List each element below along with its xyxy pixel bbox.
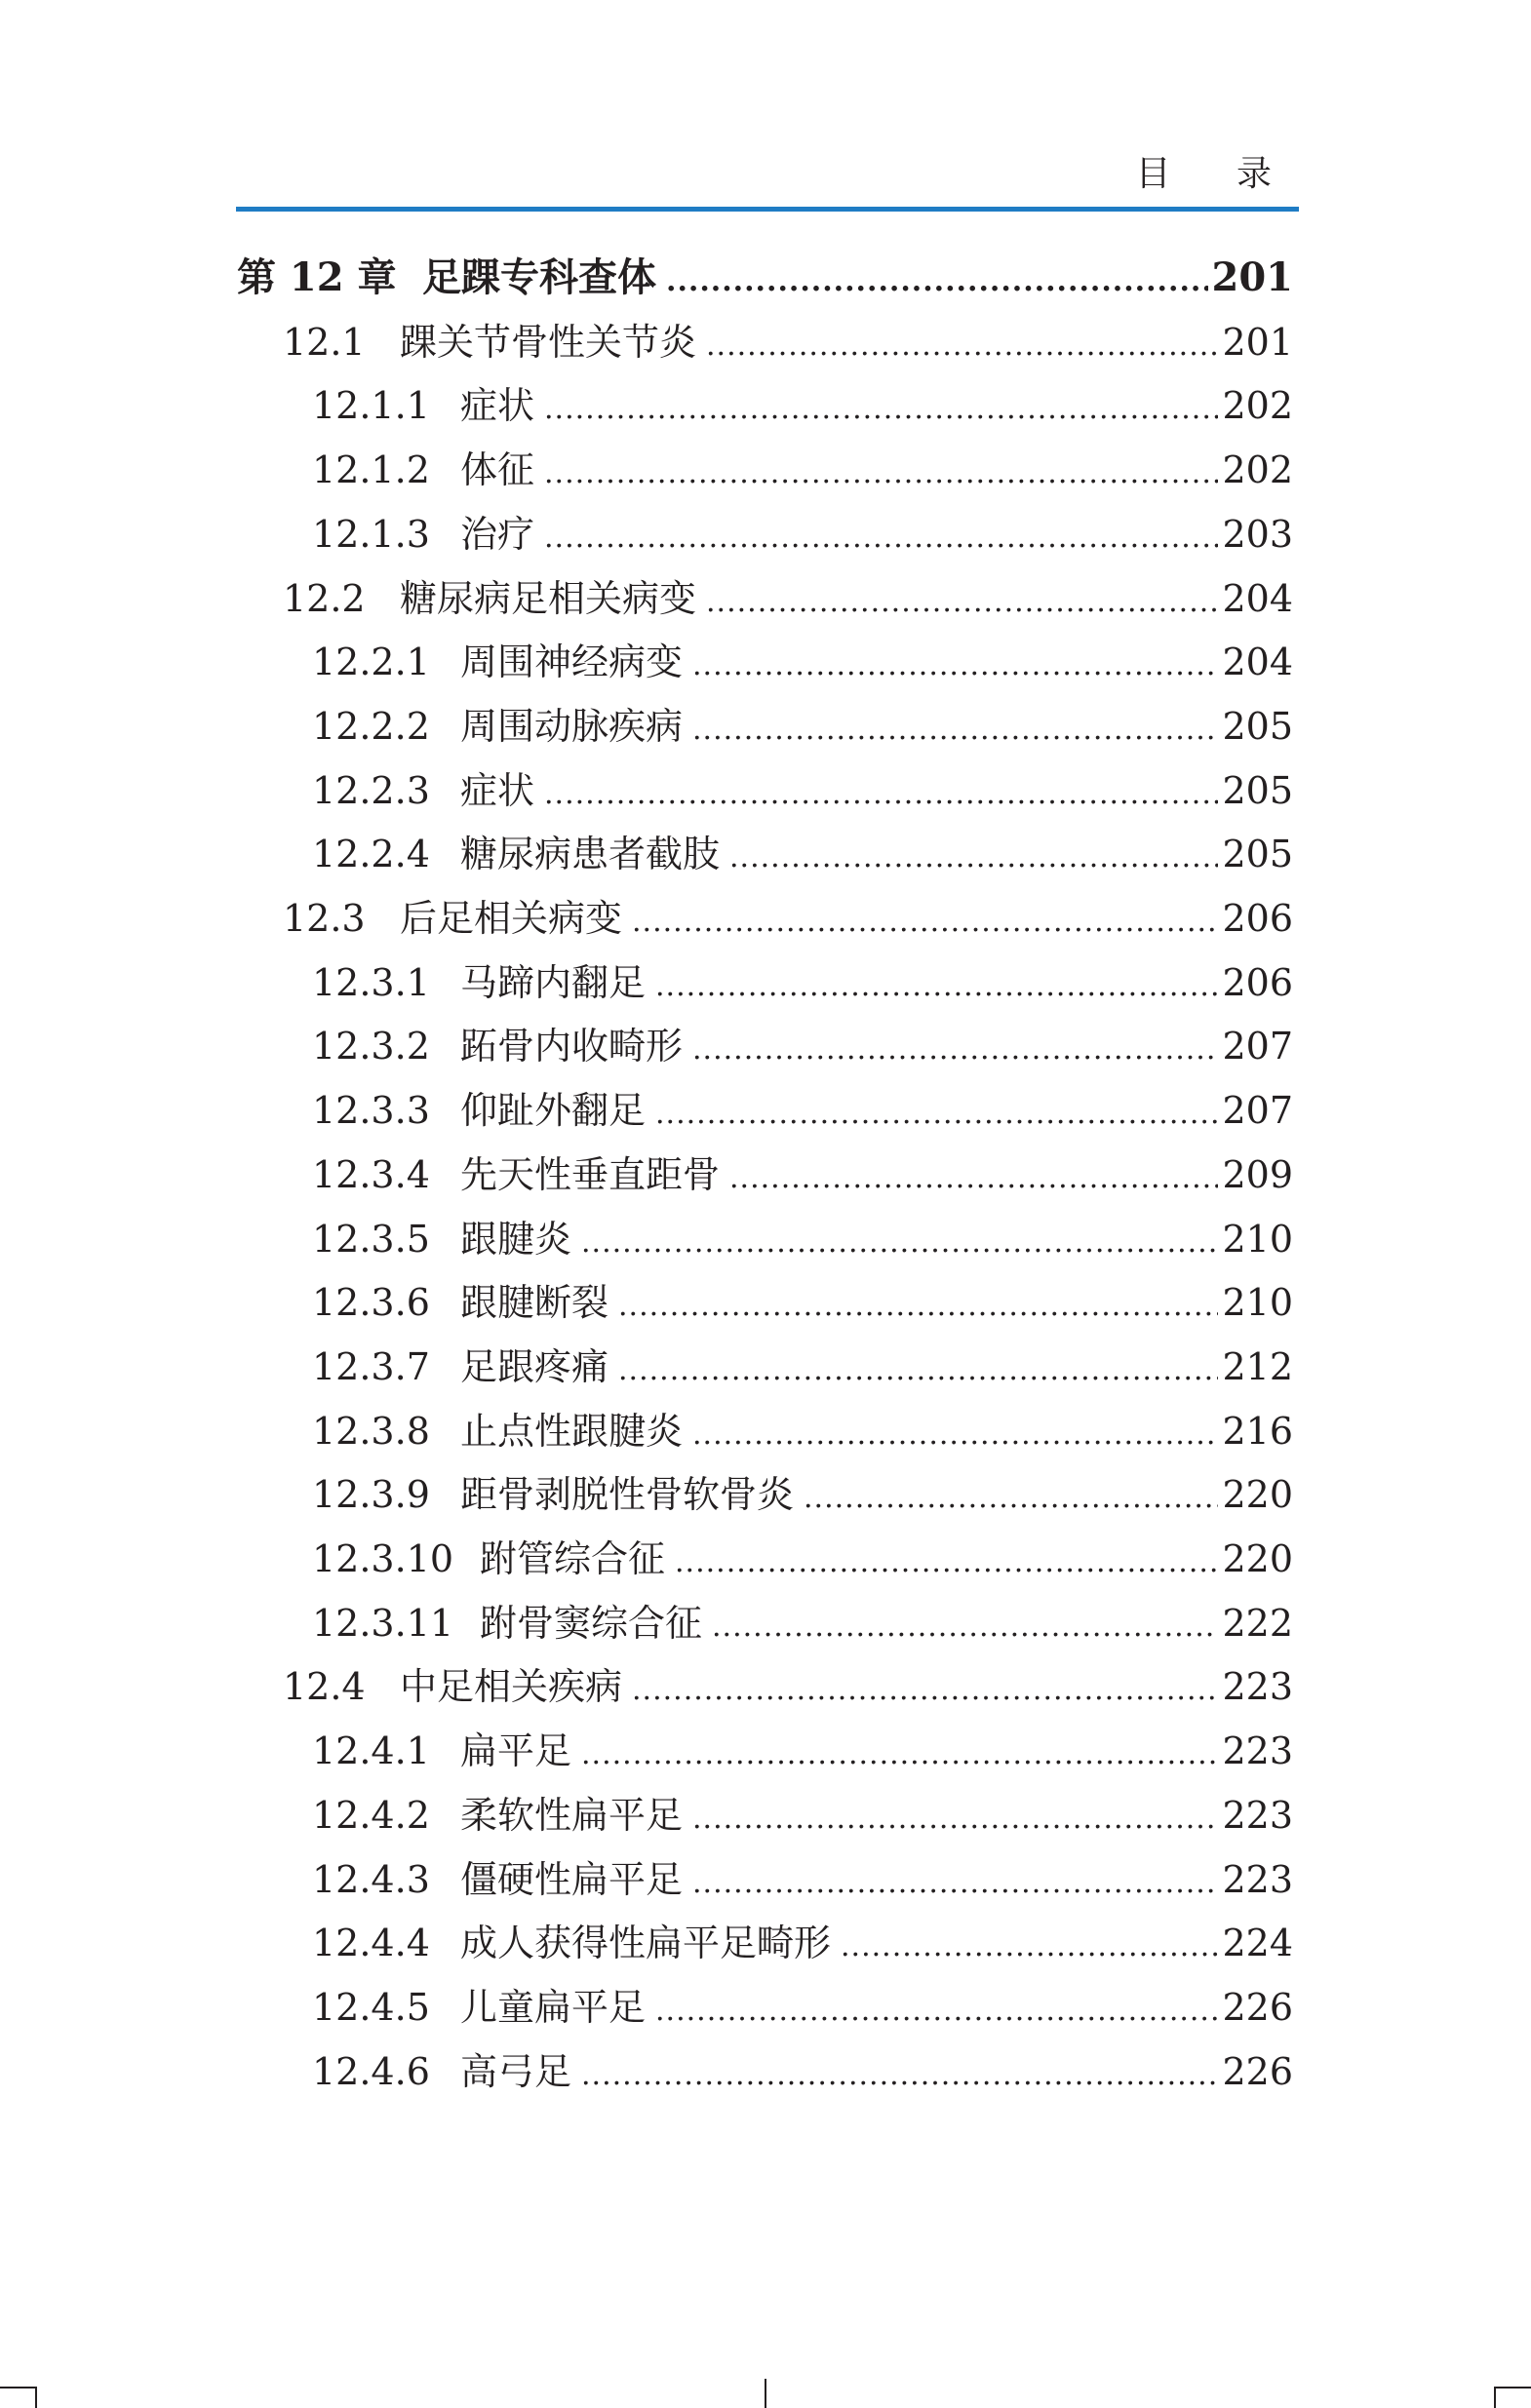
toc-entry-number: 12.1.3 xyxy=(312,512,430,556)
toc-entry-page: 202 xyxy=(1222,448,1293,492)
toc-entry-page: 216 xyxy=(1222,1409,1293,1453)
toc-entry-page: 207 xyxy=(1222,1089,1293,1133)
toc-subsection-row[interactable] xyxy=(312,1081,1293,1140)
toc-entry-title: 糖尿病足相关病变 xyxy=(400,576,697,620)
toc-leader-dots xyxy=(544,380,1218,439)
toc-subsection-row[interactable] xyxy=(312,1465,1293,1524)
toc-leader-dots xyxy=(692,1790,1218,1848)
toc-leader-dots xyxy=(729,1149,1218,1208)
toc-subsection-row[interactable] xyxy=(312,1722,1293,1780)
toc-subsection-row[interactable] xyxy=(312,1017,1293,1075)
toc-entry-title: 距骨剥脱性骨软骨炎 xyxy=(460,1473,795,1517)
toc-entry-title: 扁平足 xyxy=(460,1729,572,1773)
toc-entry-title: 马蹄内翻足 xyxy=(460,960,647,1004)
toc-section-row[interactable] xyxy=(283,569,1293,628)
toc-entry-title: 跗骨窦综合征 xyxy=(480,1601,703,1645)
toc-entry-number: 第 12 章 xyxy=(237,254,397,300)
toc-entry-page: 205 xyxy=(1222,704,1293,748)
toc-entry-title: 周围神经病变 xyxy=(460,641,684,684)
toc-subsection-row[interactable] xyxy=(312,1338,1293,1396)
toc-entry-page: 223 xyxy=(1222,1857,1293,1901)
toc-subsection-row[interactable] xyxy=(312,1594,1293,1652)
toc-entry-page: 204 xyxy=(1222,641,1293,684)
toc-subsection-row[interactable] xyxy=(312,1978,1293,2037)
toc-entry-page: 205 xyxy=(1222,833,1293,876)
toc-subsection-row[interactable] xyxy=(312,505,1293,563)
toc-entry-page: 205 xyxy=(1222,768,1293,812)
toc-leader-dots xyxy=(706,317,1218,375)
crop-mark-bottom-left-v xyxy=(35,2387,37,2408)
toc-entry-number: 12.4.3 xyxy=(312,1857,430,1901)
toc-entry-title: 后足相关病变 xyxy=(400,897,623,940)
toc-entry-page: 223 xyxy=(1222,1665,1293,1709)
toc-subsection-row[interactable] xyxy=(312,1273,1293,1332)
toc-entry-number: 12.4.2 xyxy=(312,1793,430,1837)
toc-entry-page: 210 xyxy=(1222,1281,1293,1325)
toc-entry-number: 12.2.1 xyxy=(312,641,430,684)
toc-entry-page: 202 xyxy=(1222,384,1293,428)
toc-entry-title: 跗管综合征 xyxy=(480,1537,666,1580)
toc-leader-dots xyxy=(675,1534,1218,1592)
toc-leader-dots xyxy=(581,2046,1218,2105)
toc-entry-number: 12.1.1 xyxy=(312,384,430,428)
toc-leader-dots xyxy=(655,957,1218,1016)
toc-leader-dots xyxy=(706,573,1218,632)
toc-entry-page: 204 xyxy=(1222,576,1293,620)
toc-entry-title: 柔软性扁平足 xyxy=(460,1793,684,1837)
toc-subsection-row[interactable] xyxy=(312,1914,1293,1972)
toc-entry-page: 226 xyxy=(1222,2049,1293,2093)
header-rule xyxy=(236,207,1299,212)
toc-leader-dots xyxy=(618,1341,1218,1400)
toc-subsection-row[interactable] xyxy=(312,376,1293,435)
toc-leader-dots xyxy=(692,1021,1218,1079)
toc-leader-dots xyxy=(841,1918,1218,1976)
toc-subsection-row[interactable] xyxy=(312,953,1293,1012)
toc-section-row[interactable] xyxy=(283,1657,1293,1716)
toc-entry-title: 症状 xyxy=(460,384,535,428)
toc-leader-dots xyxy=(655,1085,1218,1144)
toc-leader-dots xyxy=(618,1277,1218,1336)
toc-entry-number: 12.3.10 xyxy=(312,1537,454,1580)
toc-entry-page: 203 xyxy=(1222,512,1293,556)
toc-leader-dots xyxy=(544,509,1218,567)
header-title: 目 录 xyxy=(1135,154,1299,194)
toc-entry-number: 12.3 xyxy=(283,897,366,940)
toc-leader-dots xyxy=(692,637,1218,695)
toc-entry-title: 止点性跟腱炎 xyxy=(460,1409,684,1453)
toc-leader-dots xyxy=(692,701,1218,759)
toc-subsection-row[interactable] xyxy=(312,697,1293,756)
toc-subsection-row[interactable] xyxy=(312,1210,1293,1268)
toc-subsection-row[interactable] xyxy=(312,1146,1293,1204)
toc-entry-page: 206 xyxy=(1222,960,1293,1004)
toc-subsection-row[interactable] xyxy=(312,633,1293,691)
toc-entry-page: 226 xyxy=(1222,1985,1293,2029)
toc-subsection-row[interactable] xyxy=(312,2042,1293,2101)
toc-entry-page: 209 xyxy=(1222,1152,1293,1196)
toc-entry-title: 踝关节骨性关节炎 xyxy=(400,320,697,364)
toc-entry-page: 220 xyxy=(1222,1473,1293,1517)
toc-entry-title: 跖骨内收畸形 xyxy=(460,1025,684,1068)
toc-entry-title: 足踝专科查体 xyxy=(422,254,656,300)
toc-entry-number: 12.4 xyxy=(283,1665,366,1709)
crop-mark-bottom-right-v xyxy=(1494,2387,1496,2408)
toc-entry-number: 12.4.5 xyxy=(312,1985,430,2029)
toc-entry-page: 210 xyxy=(1222,1217,1293,1261)
toc-entry-number: 12.3.3 xyxy=(312,1089,430,1133)
toc-leader-dots xyxy=(692,1406,1218,1464)
toc-subsection-row[interactable] xyxy=(312,1402,1293,1460)
toc-entry-page: 206 xyxy=(1222,897,1293,940)
toc-leader-dots xyxy=(692,1854,1218,1913)
crop-mark-bottom-center xyxy=(765,2379,766,2408)
toc-entry-number: 12.3.9 xyxy=(312,1473,430,1517)
toc-entry-title: 高弓足 xyxy=(460,2049,572,2093)
toc-leader-dots xyxy=(712,1598,1218,1656)
toc-entry-title: 糖尿病患者截肢 xyxy=(460,833,721,876)
toc-entry-title: 跟腱炎 xyxy=(460,1217,572,1261)
toc-entry-number: 12.3.6 xyxy=(312,1281,430,1325)
toc-entry-title: 症状 xyxy=(460,768,535,812)
toc-leader-dots xyxy=(655,1982,1218,2040)
toc-entry-number: 12.4.6 xyxy=(312,2049,430,2093)
toc-subsection-row[interactable] xyxy=(312,1850,1293,1909)
toc-entry-number: 12.2 xyxy=(283,576,366,620)
crop-mark-bottom-right-h xyxy=(1496,2387,1531,2389)
toc-entry-page: 223 xyxy=(1222,1793,1293,1837)
toc-entry-title: 仰趾外翻足 xyxy=(460,1089,647,1133)
toc-entry-number: 12.3.11 xyxy=(312,1601,454,1645)
toc-entry-number: 12.4.1 xyxy=(312,1729,430,1773)
toc-chapter-row[interactable] xyxy=(237,249,1293,307)
toc-entry-page: 223 xyxy=(1222,1729,1293,1773)
toc-entry-title: 足跟疼痛 xyxy=(460,1344,609,1388)
toc-entry-title: 跟腱断裂 xyxy=(460,1281,609,1325)
toc-section-row[interactable] xyxy=(283,313,1293,371)
toc-entry-page: 201 xyxy=(1222,320,1293,364)
toc-entry-page: 224 xyxy=(1222,1922,1293,1965)
toc-entry-page: 220 xyxy=(1222,1537,1293,1580)
toc-leader-dots xyxy=(804,1469,1218,1528)
toc-entry-title: 儿童扁平足 xyxy=(460,1985,647,2029)
toc-entry-number: 12.4.4 xyxy=(312,1922,430,1965)
toc-entry-number: 12.1.2 xyxy=(312,448,430,492)
toc-entry-number: 12.3.1 xyxy=(312,960,430,1004)
toc-entry-number: 12.2.4 xyxy=(312,833,430,876)
toc-section-row[interactable] xyxy=(283,889,1293,948)
toc-entry-title: 成人获得性扁平足畸形 xyxy=(460,1922,832,1965)
toc-leader-dots xyxy=(632,893,1218,952)
toc-entry-number: 12.2.3 xyxy=(312,768,430,812)
toc-entry-title: 体征 xyxy=(460,448,535,492)
toc-entry-number: 12.2.2 xyxy=(312,704,430,748)
toc-leader-dots xyxy=(729,829,1218,887)
toc-entry-number: 12.3.2 xyxy=(312,1025,430,1068)
toc-entry-title: 周围动脉疾病 xyxy=(460,704,684,748)
toc-entry-page: 207 xyxy=(1222,1025,1293,1068)
toc-subsection-row[interactable] xyxy=(312,825,1293,883)
toc-entry-page: 201 xyxy=(1211,254,1293,300)
toc-leader-dots xyxy=(581,1726,1218,1784)
toc-subsection-row[interactable] xyxy=(312,761,1293,820)
toc-entry-number: 12.3.8 xyxy=(312,1409,430,1453)
toc-entry-number: 12.3.7 xyxy=(312,1344,430,1388)
toc-leader-dots xyxy=(544,445,1218,503)
toc-entry-number: 12.1 xyxy=(283,320,366,364)
toc-subsection-row[interactable] xyxy=(312,1786,1293,1845)
toc-entry-title: 僵硬性扁平足 xyxy=(460,1857,684,1901)
toc-entry-number: 12.3.5 xyxy=(312,1217,430,1261)
toc-leader-dots xyxy=(666,252,1208,311)
toc-entry-page: 212 xyxy=(1222,1344,1293,1388)
toc-leader-dots xyxy=(581,1214,1218,1272)
toc-entry-number: 12.3.4 xyxy=(312,1152,430,1196)
toc-leader-dots xyxy=(632,1661,1218,1720)
toc-subsection-row[interactable] xyxy=(312,1530,1293,1588)
toc-entry-title: 治疗 xyxy=(460,512,535,556)
toc-entry-title: 先天性垂直距骨 xyxy=(460,1152,721,1196)
toc-entry-title: 中足相关疾病 xyxy=(400,1665,623,1709)
crop-mark-bottom-left-h xyxy=(0,2387,35,2389)
toc-leader-dots xyxy=(544,765,1218,824)
toc-entry-page: 222 xyxy=(1222,1601,1293,1645)
toc-subsection-row[interactable] xyxy=(312,441,1293,499)
